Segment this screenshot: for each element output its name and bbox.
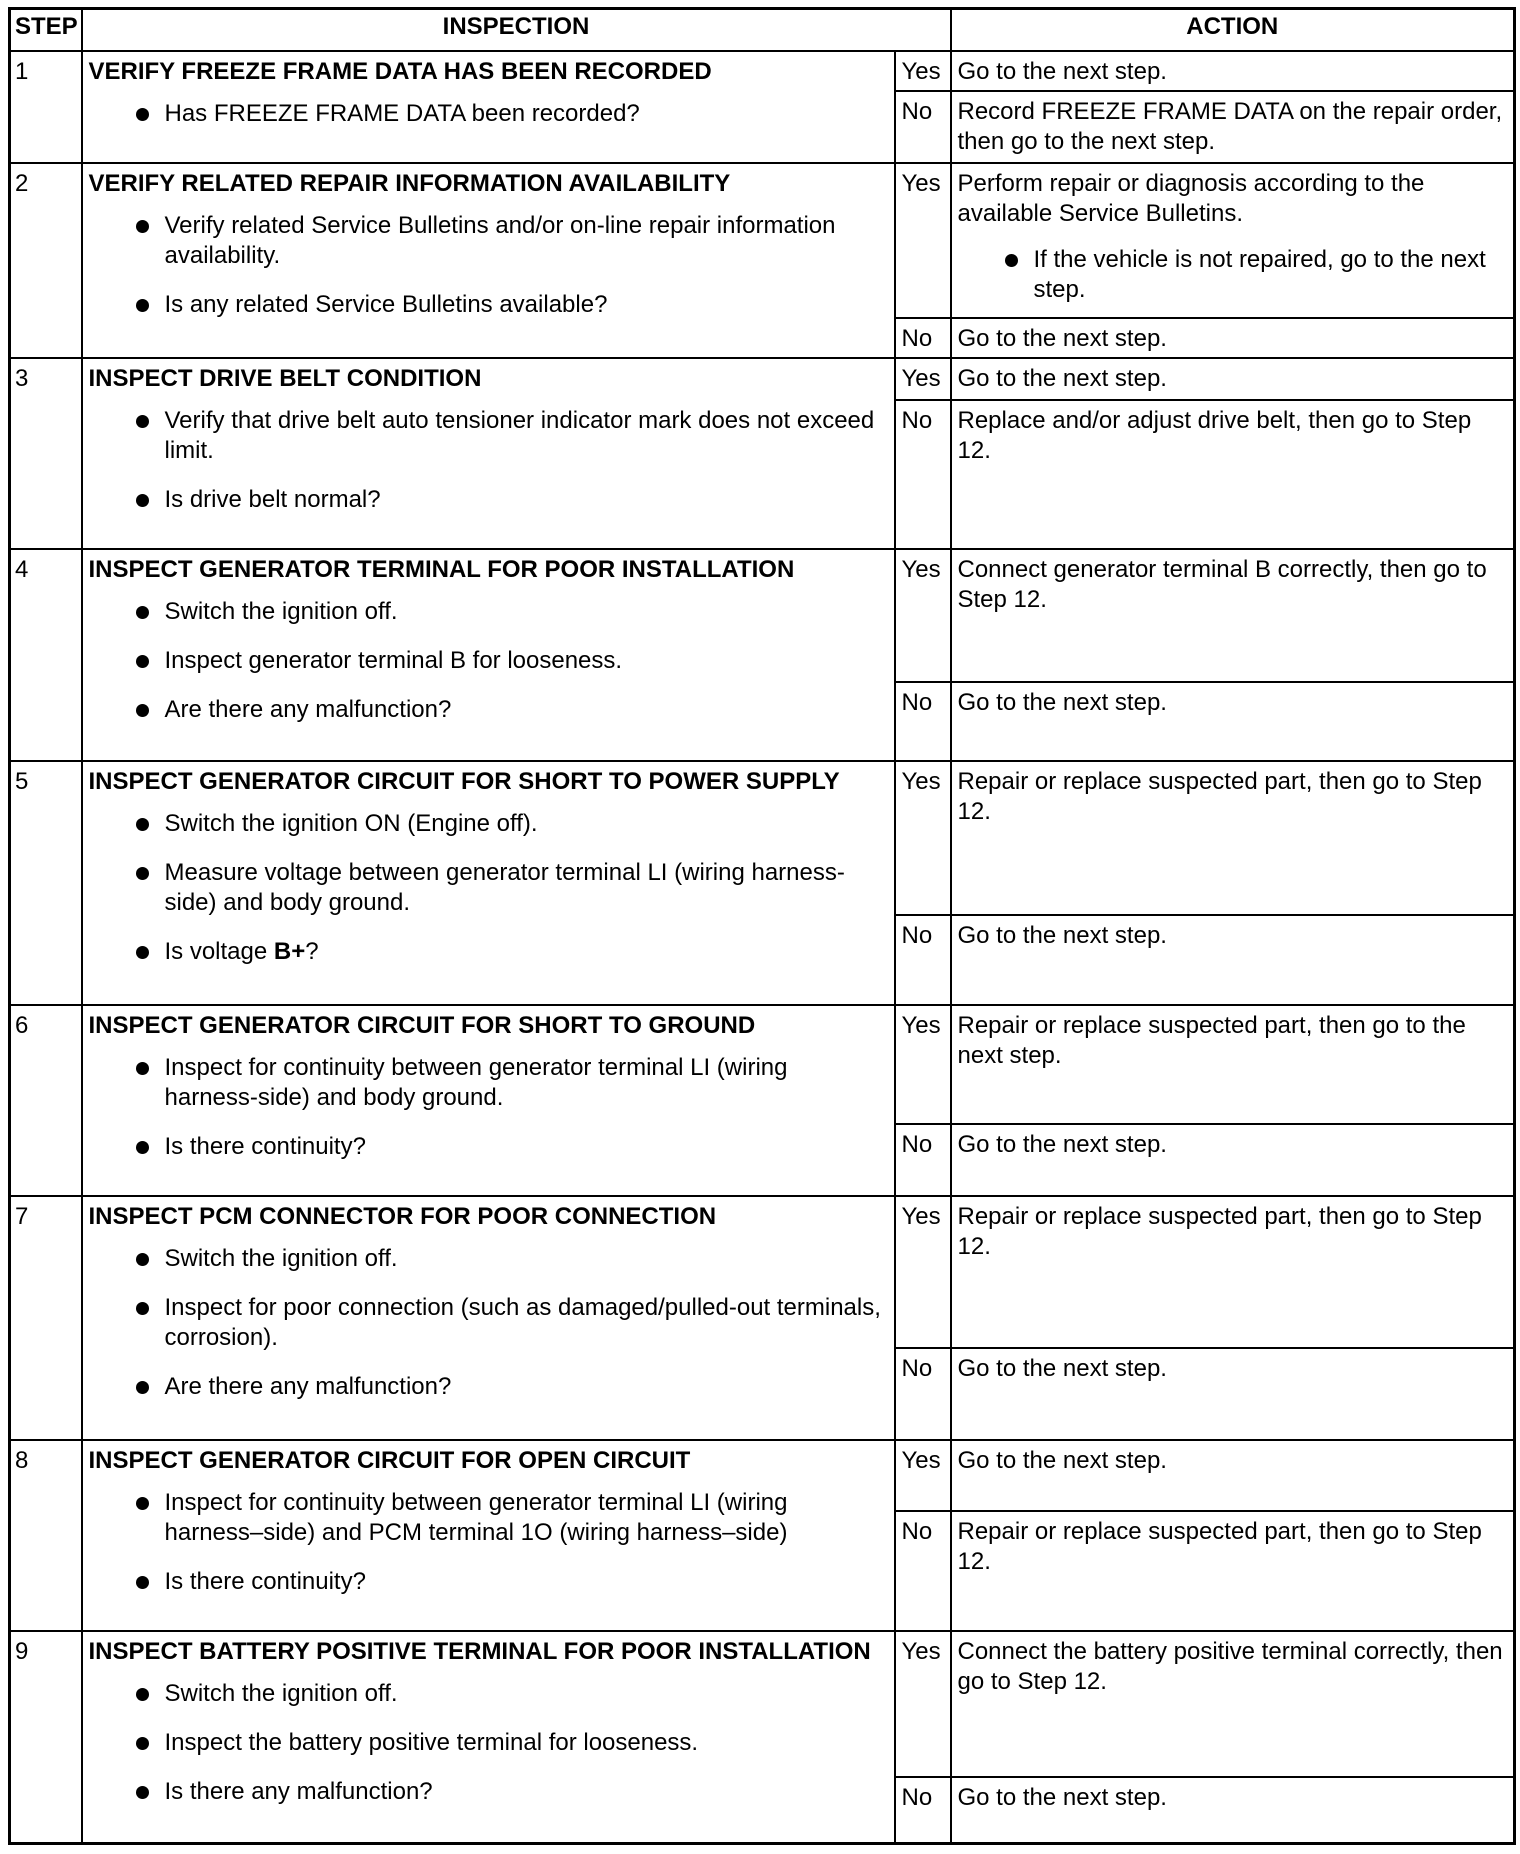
inspection-bullet: Switch the ignition off. xyxy=(89,1244,888,1274)
no-action: Repair or replace suspected part, then go to Step 12. xyxy=(951,1511,1515,1631)
yes-label: Yes xyxy=(895,1005,951,1124)
inspection-cell xyxy=(82,1440,895,1631)
yes-action-text: Connect generator terminal B correctly, then go to Step 12. xyxy=(957,555,1487,613)
inspection-bullet: Are there any malfunction? xyxy=(89,695,888,725)
no-label: No xyxy=(895,1511,951,1631)
inspection-bullet: Inspect for poor connection (such as damaged/pulled-out terminals, corrosion). xyxy=(89,1293,888,1353)
inspection-title: INSPECT PCM CONNECTOR FOR POOR CONNECTION xyxy=(88,1202,717,1230)
yes-label: Yes xyxy=(895,549,951,682)
step-row-4 xyxy=(10,549,1515,682)
no-action: Go to the next step. xyxy=(951,318,1515,358)
inspection-bullets xyxy=(89,211,888,320)
inspection-bullet: Switch the ignition ON (Engine off). xyxy=(89,809,888,839)
bullet-text: Is voltage xyxy=(164,937,274,965)
yes-action xyxy=(951,1005,1515,1124)
inspection-bullet: Inspect for continuity between generator terminal LI (wiring harness–side) and PCM terminal 1O (wiring harness–side) xyxy=(89,1488,888,1548)
step-number: 5 xyxy=(10,761,82,1005)
yes-action xyxy=(951,163,1515,317)
header-row xyxy=(10,9,1515,52)
yes-action-text: Go to the next step. xyxy=(957,58,1167,85)
inspection-bullet: Switch the ignition off. xyxy=(89,597,888,627)
inspection-title: INSPECT GENERATOR CIRCUIT FOR SHORT TO GROUND xyxy=(88,1011,756,1039)
inspection-title: INSPECT DRIVE BELT CONDITION xyxy=(88,364,482,392)
voltage-value: B+ xyxy=(273,937,306,965)
action-column-header: ACTION xyxy=(951,9,1515,52)
inspection-bullet: Verify that drive belt auto tensioner indicator mark does not exceed limit. xyxy=(89,406,888,466)
no-action: Go to the next step. xyxy=(951,1124,1515,1196)
inspection-bullets xyxy=(89,99,888,129)
step-row-9 xyxy=(10,1631,1515,1777)
yes-label: Yes xyxy=(895,51,951,91)
no-label: No xyxy=(895,1124,951,1196)
yes-action xyxy=(951,761,1515,915)
yes-action xyxy=(951,51,1515,91)
no-action: Go to the next step. xyxy=(951,1348,1515,1440)
inspection-bullet: Inspect generator terminal B for looseness. xyxy=(89,646,888,676)
inspection-cell xyxy=(82,761,895,1005)
no-label: No xyxy=(895,91,951,163)
yes-label: Yes xyxy=(895,761,951,915)
step-row-6 xyxy=(10,1005,1515,1124)
inspection-cell xyxy=(82,163,895,357)
inspection-bullet: Verify related Service Bulletins and/or on-line repair information availability. xyxy=(89,211,888,271)
inspection-title: VERIFY FREEZE FRAME DATA HAS BEEN RECORDED xyxy=(88,58,712,85)
no-label: No xyxy=(895,682,951,761)
inspection-title: VERIFY RELATED REPAIR INFORMATION AVAILABILITY xyxy=(88,170,731,198)
inspection-bullet: Is there continuity? xyxy=(89,1567,888,1597)
no-action: Go to the next step. xyxy=(951,915,1515,1005)
inspection-cell xyxy=(82,549,895,761)
yes-action-text: Repair or replace suspected part, then go to the next step. xyxy=(957,1011,1466,1069)
inspection-bullet: Switch the ignition off. xyxy=(89,1679,888,1709)
yes-action-subbullets xyxy=(958,245,1508,305)
inspection-cell xyxy=(82,1196,895,1440)
step-row-5 xyxy=(10,761,1515,915)
inspection-column-header: INSPECTION xyxy=(82,9,951,52)
inspection-title: INSPECT BATTERY POSITIVE TERMINAL FOR POOR INSTALLATION xyxy=(88,1638,871,1666)
inspection-title: INSPECT GENERATOR CIRCUIT FOR OPEN CIRCUIT xyxy=(88,1446,691,1474)
step-number: 7 xyxy=(10,1196,82,1440)
no-label: No xyxy=(895,915,951,1005)
inspection-bullets xyxy=(89,597,888,725)
inspection-bullet: Inspect the battery positive terminal for looseness. xyxy=(89,1728,888,1758)
step-number: 4 xyxy=(10,549,82,761)
bullet-text: ? xyxy=(305,937,319,965)
yes-action-text: Connect the battery positive terminal correctly, then go to Step 12. xyxy=(957,1638,1503,1696)
yes-label: Yes xyxy=(895,1440,951,1511)
yes-action xyxy=(951,1440,1515,1511)
yes-action-text: Repair or replace suspected part, then go to Step 12. xyxy=(957,1202,1482,1260)
step-number: 1 xyxy=(10,51,82,163)
yes-action xyxy=(951,358,1515,400)
inspection-cell xyxy=(82,358,895,549)
step-number: 2 xyxy=(10,163,82,357)
inspection-cell xyxy=(82,1005,895,1196)
no-action: Go to the next step. xyxy=(951,682,1515,761)
yes-action-subbullet: If the vehicle is not repaired, go to the next step. xyxy=(958,245,1508,305)
yes-action-text: Go to the next step. xyxy=(957,364,1167,392)
yes-action-text: Go to the next step. xyxy=(957,1446,1167,1474)
inspection-bullet: Is there any malfunction? xyxy=(89,1777,888,1807)
no-action: Go to the next step. xyxy=(951,1777,1515,1843)
step-row-2 xyxy=(10,163,1515,317)
inspection-bullet: Is drive belt normal? xyxy=(89,485,888,515)
no-label: No xyxy=(895,318,951,358)
step-number: 8 xyxy=(10,1440,82,1631)
inspection-bullets xyxy=(89,1244,888,1402)
yes-action-text: Repair or replace suspected part, then go to Step 12. xyxy=(957,767,1482,825)
inspection-bullets xyxy=(89,1488,888,1597)
yes-action xyxy=(951,549,1515,682)
step-row-1 xyxy=(10,51,1515,91)
yes-action xyxy=(951,1196,1515,1349)
inspection-title: INSPECT GENERATOR TERMINAL FOR POOR INSTALLATION xyxy=(88,555,795,583)
yes-label: Yes xyxy=(895,1631,951,1777)
inspection-bullet: Measure voltage between generator terminal LI (wiring harness-side) and body ground. xyxy=(89,858,888,918)
yes-label: Yes xyxy=(895,358,951,400)
step-row-3 xyxy=(10,358,1515,400)
step-column-header: STEP xyxy=(10,9,82,52)
step-number: 9 xyxy=(10,1631,82,1843)
step-number: 3 xyxy=(10,358,82,549)
yes-label: Yes xyxy=(895,163,951,317)
yes-action xyxy=(951,1631,1515,1777)
step-number: 6 xyxy=(10,1005,82,1196)
inspection-bullet: Are there any malfunction? xyxy=(89,1372,888,1402)
inspection-bullet: Has FREEZE FRAME DATA been recorded? xyxy=(89,99,888,129)
inspection-cell xyxy=(82,1631,895,1843)
no-action: Record FREEZE FRAME DATA on the repair order, then go to the next step. xyxy=(951,91,1515,163)
inspection-title: INSPECT GENERATOR CIRCUIT FOR SHORT TO POWER SUPPLY xyxy=(88,767,840,795)
no-action: Replace and/or adjust drive belt, then go to Step 12. xyxy=(951,400,1515,549)
inspection-bullet xyxy=(89,937,888,967)
inspection-cell xyxy=(82,51,895,163)
inspection-bullets xyxy=(89,1053,888,1162)
inspection-bullet: Inspect for continuity between generator terminal LI (wiring harness-side) and body ground. xyxy=(89,1053,888,1113)
inspection-bullets xyxy=(89,809,888,967)
step-row-7 xyxy=(10,1196,1515,1349)
inspection-bullets xyxy=(89,1679,888,1807)
inspection-bullet: Is any related Service Bulletins available? xyxy=(89,290,888,320)
step-row-8 xyxy=(10,1440,1515,1511)
yes-action-text: Perform repair or diagnosis according to the available Service Bulletins. xyxy=(957,170,1425,228)
diagnostic-procedure-table xyxy=(8,7,1516,1845)
inspection-bullet: Is there continuity? xyxy=(89,1132,888,1162)
yes-label: Yes xyxy=(895,1196,951,1349)
inspection-bullets xyxy=(89,406,888,515)
no-label: No xyxy=(895,400,951,549)
no-label: No xyxy=(895,1348,951,1440)
no-label: No xyxy=(895,1777,951,1843)
